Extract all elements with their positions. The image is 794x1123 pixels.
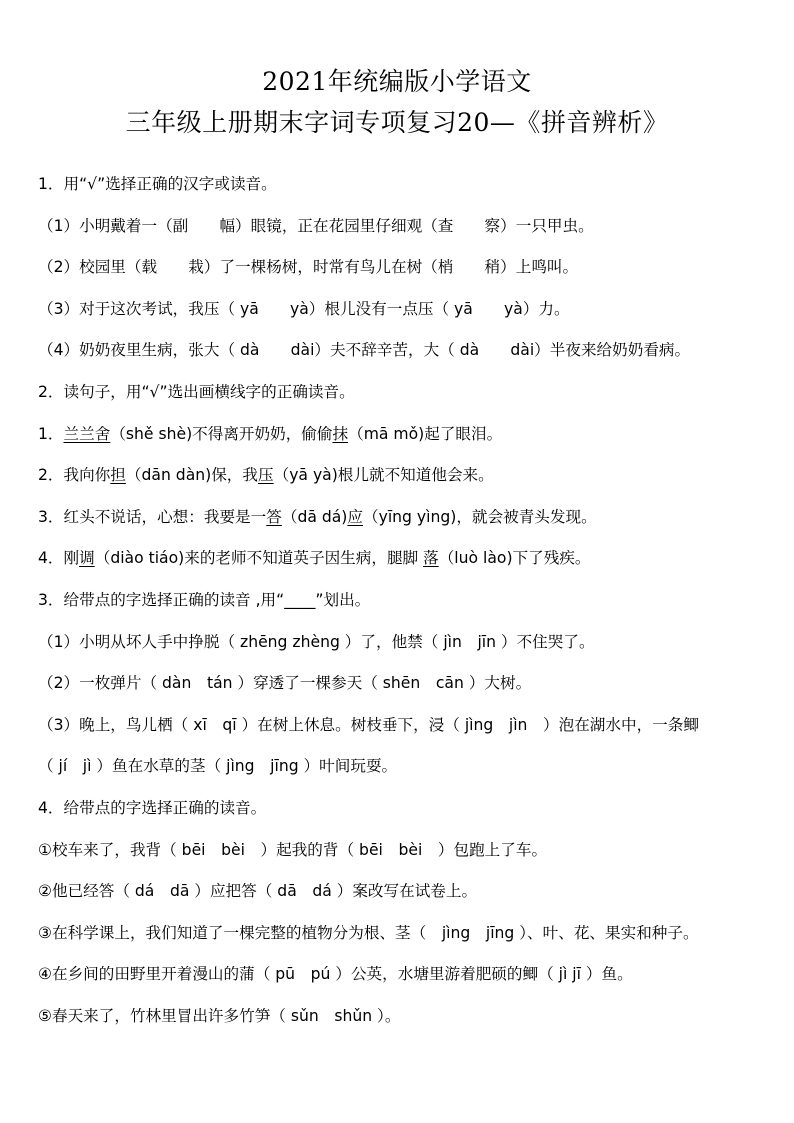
text-line xyxy=(38,880,477,902)
text-line xyxy=(38,755,397,777)
document-title-line-1: 2021年统编版小学语文 xyxy=(262,67,532,96)
underlined-word: 抹 xyxy=(332,425,349,443)
text-segment: ⑤春天来了，竹林里冒出许多竹笋（ sǔn shǔn ）。 xyxy=(38,1007,401,1025)
text-line xyxy=(38,922,699,944)
text-line xyxy=(38,506,597,528)
text-line xyxy=(38,797,266,819)
text-segment: （1）小明戴着一（副 幅）眼镜，正在花园里仔细观（查 察）一只甲虫。 xyxy=(38,217,594,235)
text-line xyxy=(38,589,370,611)
text-segment: （yā yà)根儿就不知道他会来。 xyxy=(273,466,494,484)
text-segment: （diào tiáo)来的老师不知道英子因生病，腿脚 xyxy=(94,549,424,567)
text-line xyxy=(38,963,633,985)
text-segment: （2）一枚弹片（ dàn tán ）穿透了一棵参天（ shēn cān ）大树。 xyxy=(38,674,532,692)
document-title-line-2: 三年级上册期末字词专项复习20—《拼音辨析》 xyxy=(125,108,669,137)
text-segment: 2．我向你 xyxy=(38,466,111,484)
underlined-word: 落 xyxy=(423,549,439,567)
text-line xyxy=(38,547,591,569)
text-segment: （luò lào)下了残疾。 xyxy=(438,549,591,567)
text-line xyxy=(38,464,494,486)
text-segment: （3）晚上，鸟儿栖（ xī qī ）在树上休息。树枝垂下，浸（ jìng jìn ）泡在湖水中，一条鲫 xyxy=(38,716,699,734)
underlined-word: 压 xyxy=(258,466,274,484)
text-line xyxy=(38,339,690,361)
text-segment: （4）奶奶夜里生病，张大（ dà dài）夫不辞辛苦，大（ dà dài）半夜来给奶奶看病。 xyxy=(38,341,691,359)
text-line xyxy=(38,672,531,694)
text-line xyxy=(38,423,502,445)
underlined-word: 应 xyxy=(347,508,363,526)
text-line xyxy=(38,215,594,237)
text-line xyxy=(38,839,547,861)
text-segment: ④在乡间的田野里开着漫山的蒲（ pū pú ）公英，水塘里游着肥硕的鲫（ jì jī ）鱼。 xyxy=(38,965,633,983)
text-line xyxy=(38,173,277,195)
text-segment: 2．读句子，用“√”选出画横线字的正确读音。 xyxy=(38,383,355,401)
text-line xyxy=(38,298,570,320)
text-segment: （yīng yìng)，就会被青头发现。 xyxy=(363,508,597,526)
text-segment: （3）对于这次考试，我压（ yā yà）根儿没有一点压（ yā yà）力。 xyxy=(38,300,570,318)
text-segment: （ jí jì ）鱼在水草的茎（ jìng jīng ）叶间玩耍。 xyxy=(38,757,398,775)
text-segment: （mā mǒ)起了眼泪。 xyxy=(348,425,503,443)
text-segment: ②他已经答（ dá dā ）应把答（ dā dá ）案改写在试卷上。 xyxy=(38,882,478,900)
text-segment: ①校车来了，我背（ bēi bèi ）起我的背（ bēi bèi ）包跑上了车。 xyxy=(38,841,548,859)
text-segment: 1． xyxy=(38,425,64,443)
underlined-word: 调 xyxy=(79,549,95,567)
text-line xyxy=(38,1005,400,1027)
text-segment: （dā dá) xyxy=(281,508,348,526)
text-line xyxy=(38,256,578,278)
text-segment: 3．红头不说话，心想：我要是一 xyxy=(38,508,267,526)
text-segment: （1）小明从坏人手中挣脱（ zhēng zhèng ）了，他禁（ jìn jīn ）不住哭了。 xyxy=(38,633,595,651)
text-segment: ③在科学课上，我们知道了一棵完整的植物分为根、茎（ jìng jīng ）、叶、花、果实和种子。 xyxy=(38,924,699,942)
underlined-word: 担 xyxy=(110,466,126,484)
underlined-word: 兰兰舍 xyxy=(63,425,111,443)
text-segment: （shě shè)不得离开奶奶，偷偷 xyxy=(110,425,333,443)
underlined-word: 答 xyxy=(266,508,282,526)
text-line xyxy=(38,381,355,403)
text-segment: （dān dàn)保，我 xyxy=(125,466,258,484)
text-segment: 4．给带点的字选择正确的读音。 xyxy=(38,799,267,817)
text-segment: 3．给带点的字选择正确的读音 ,用“____”划出。 xyxy=(38,591,371,609)
text-segment: 4．刚 xyxy=(38,549,80,567)
text-segment: 1．用“√”选择正确的汉字或读音。 xyxy=(38,175,277,193)
text-line xyxy=(38,631,595,653)
text-segment: （2）校园里（载 栽）了一棵杨树，时常有鸟儿在树（梢 稍）上鸣叫。 xyxy=(38,258,579,276)
text-line xyxy=(38,714,699,736)
